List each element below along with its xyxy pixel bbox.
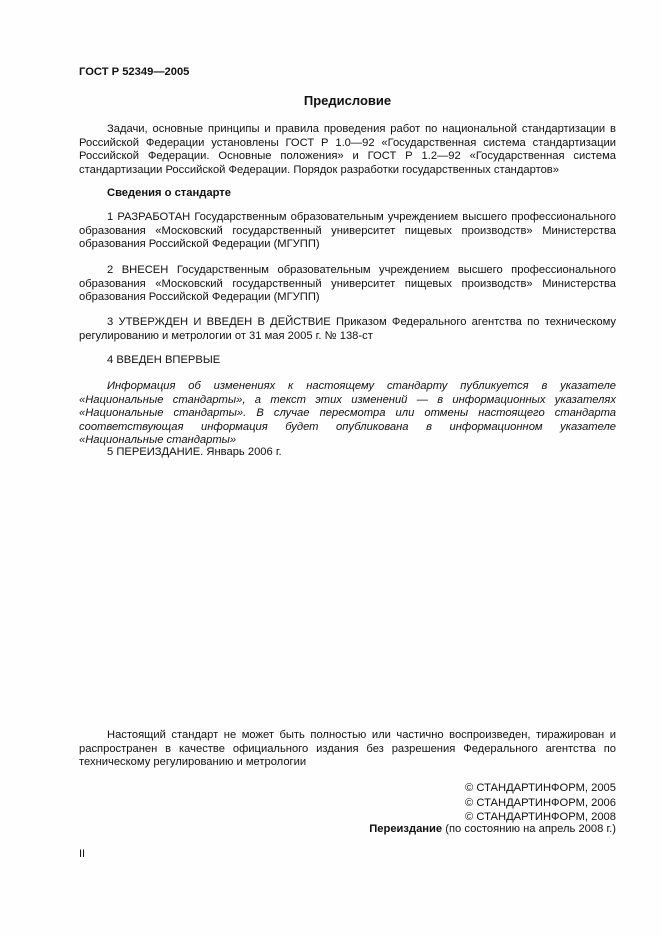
reissue-label: Переиздание: [369, 823, 443, 835]
copyright-line: © СТАНДАРТИНФОРМ, 2006: [465, 796, 616, 809]
reissue-note: (по состоянию на апрель 2008 г.): [442, 823, 616, 835]
legal-notice: Настоящий стандарт не может быть полностью или частично воспроизведен, тиражирован и распространен в качестве официального издания без разрешения Федерального агентства по техническому регулированию и метрологии: [79, 729, 616, 769]
item-3-approved: 3 УТВЕРЖДЕН И ВВЕДЕН В ДЕЙСТВИЕ Приказом Федерального агентства по техническому регулированию и метрологии от 31 мая 2005 г. № 138-ст: [79, 316, 616, 342]
standard-code-header: ГОСТ Р 52349—2005: [79, 66, 190, 78]
item-4-introduced: 4 ВВЕДЕН ВПЕРВЫЕ: [107, 354, 221, 366]
reissue-statement: [369, 823, 616, 837]
item-5-reissue: 5 ПЕРЕИЗДАНИЕ. Январь 2006 г.: [107, 446, 282, 458]
section-heading: Сведения о стандарте: [107, 187, 231, 199]
copyright-line: © СТАНДАРТИНФОРМ, 2008: [465, 811, 616, 823]
intro-paragraph: Задачи, основные принципы и правила проведения работ по национальной стандартизации в Российской Федерации установлены ГОСТ Р 1.0—92 «Государственная система стандартизации Российской Федерации. Основные положения» и ГОСТ Р 1.2—92 «Государственная система стандартизации Российской Федерации. Порядок разработки государственных стандартов»: [79, 123, 616, 176]
item-2-submitted: 2 ВНЕСЕН Государственным образовательным учреждением высшего профессионального образования «Московский государственный университет пищевых производств» Министерства образования Российской Федерации (МГУПП): [79, 264, 616, 304]
page-number: II: [79, 848, 86, 860]
changes-info-note: Информация об изменениях к настоящему стандарту публикуется в указателе «Национальные стандарты», а текст этих изменений — в информационных указателях «Национальные стандарты». В случае пересмотра или отмены настоящего стандарта соответствующая информация будет опубликована в информационном указателе «Национальные стандарты»: [79, 380, 616, 447]
item-1-developed: 1 РАЗРАБОТАН Государственным образовательным учреждением высшего профессионального образования «Московский государственный университет пищевых производств» Министерства образования Российской Федерации (МГУПП): [79, 211, 616, 251]
copyright-block: [465, 782, 616, 826]
copyright-line: © СТАНДАРТИНФОРМ, 2005: [465, 782, 616, 794]
page-title: Предисловие: [303, 93, 392, 108]
